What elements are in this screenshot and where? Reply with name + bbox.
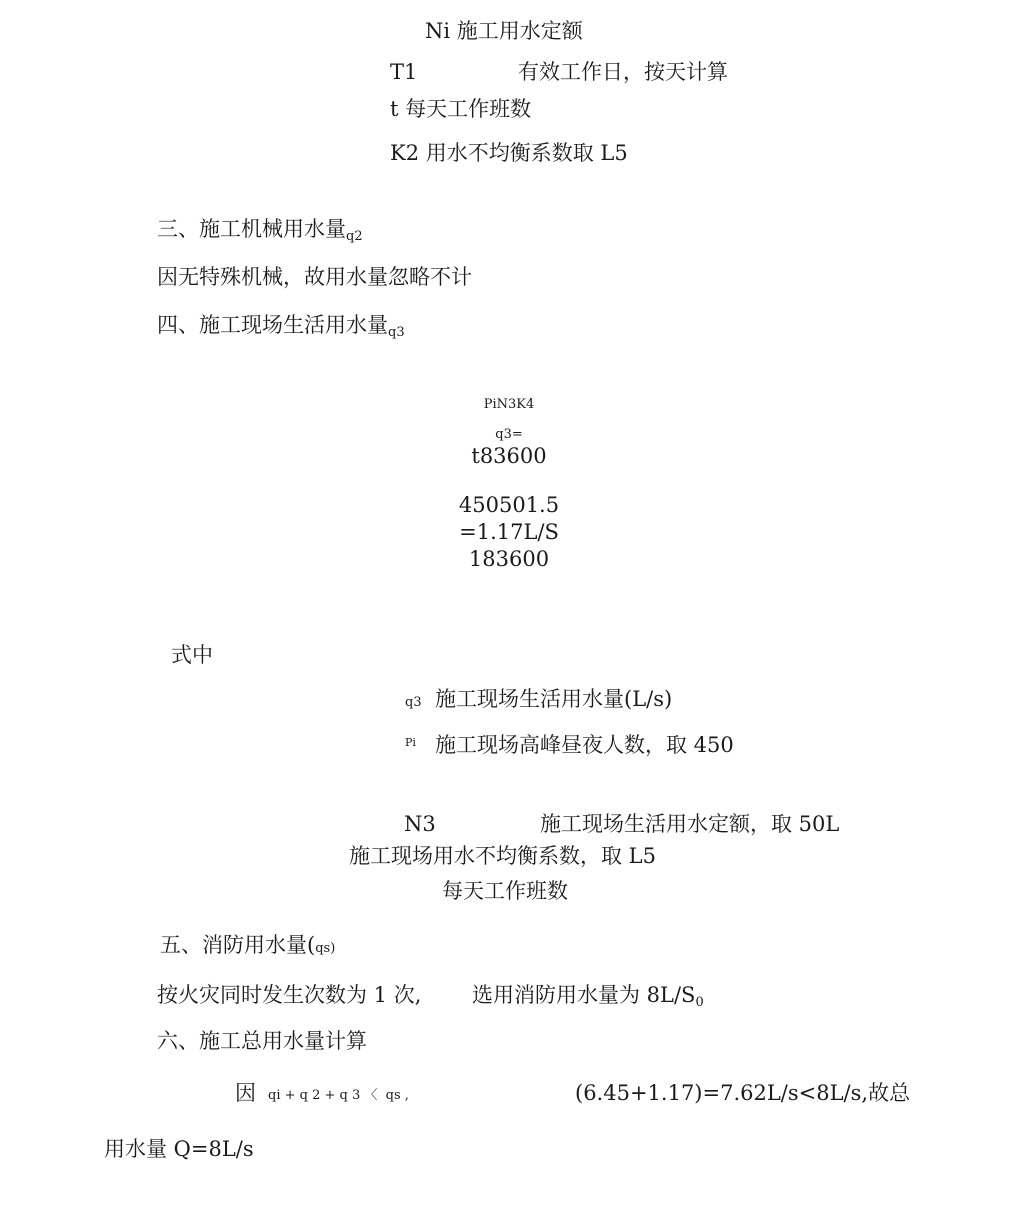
section6-heading: 六、施工总用水量计算 <box>157 1029 367 1053</box>
formula-denominator-symbols: t83600 <box>471 444 547 468</box>
formula-result: =1.17L/S <box>459 520 559 544</box>
section5-heading-subscript: qs <box>315 941 331 956</box>
def-t1-symbol: T1 <box>390 60 418 84</box>
formula-numerator-symbols: PiN3K4 <box>483 397 535 412</box>
section5-text-b-subscript: 0 <box>695 995 704 1010</box>
section6-line2: 用水量 Q=8L/s <box>104 1137 254 1161</box>
section4-heading <box>157 313 405 341</box>
def-pi-description: 施工现场高峰昼夜人数，取 450 <box>435 733 734 757</box>
section3-heading-text: 三、施工机械用水量 <box>157 217 346 241</box>
def-n3-symbol: N3 <box>404 812 436 836</box>
def-q3-description: 施工现场生活用水量(L/s) <box>435 687 673 711</box>
section4-heading-text: 四、施工现场生活用水量 <box>157 313 388 337</box>
section5-heading-close: ) <box>330 941 336 956</box>
def-ni: Ni 施工用水定额 <box>425 19 583 43</box>
def-t1-description: 有效工作日，按天计算 <box>518 60 728 84</box>
section5-text-b-main: 选用消防用水量为 8L/S <box>472 983 696 1007</box>
section6-line1-because: 因 <box>235 1081 256 1105</box>
section5-text-b <box>472 983 704 1011</box>
formula-numerator-values: 450501.5 <box>458 493 560 517</box>
section5-heading <box>160 933 335 958</box>
section4-heading-subscript: q3 <box>388 325 405 340</box>
where-label: 式中 <box>171 643 213 667</box>
def-pi-symbol: Pi <box>405 736 416 749</box>
section6-line1-inequality: qi + q 2 + q 3 〈 qs , <box>268 1088 409 1103</box>
section5-heading-text: 五、消防用水量( <box>160 933 316 957</box>
section3-heading-subscript: q2 <box>346 229 363 244</box>
formula-denominator-values: 183600 <box>468 547 550 571</box>
section3-note: 因无特殊机械，故用水量忽略不计 <box>157 265 472 289</box>
def-q3-symbol: q3 <box>405 695 422 710</box>
def-n3-description: 施工现场生活用水定额，取 50L <box>540 812 840 836</box>
def-t-description: 每天工作班数 <box>442 879 568 903</box>
def-k2: K2 用水不均衡系数取 L5 <box>390 141 628 165</box>
def-k4-description: 施工现场用水不均衡系数，取 L5 <box>349 844 656 868</box>
section5-text-a: 按火灾同时发生次数为 1 次, <box>157 983 422 1007</box>
section3-heading <box>157 217 363 245</box>
formula-lhs: q3= <box>495 427 523 442</box>
def-t: t 每天工作班数 <box>390 97 532 121</box>
section6-line1-calculation: (6.45+1.17)=7.62L/s<8L/s,故总 <box>575 1081 911 1105</box>
